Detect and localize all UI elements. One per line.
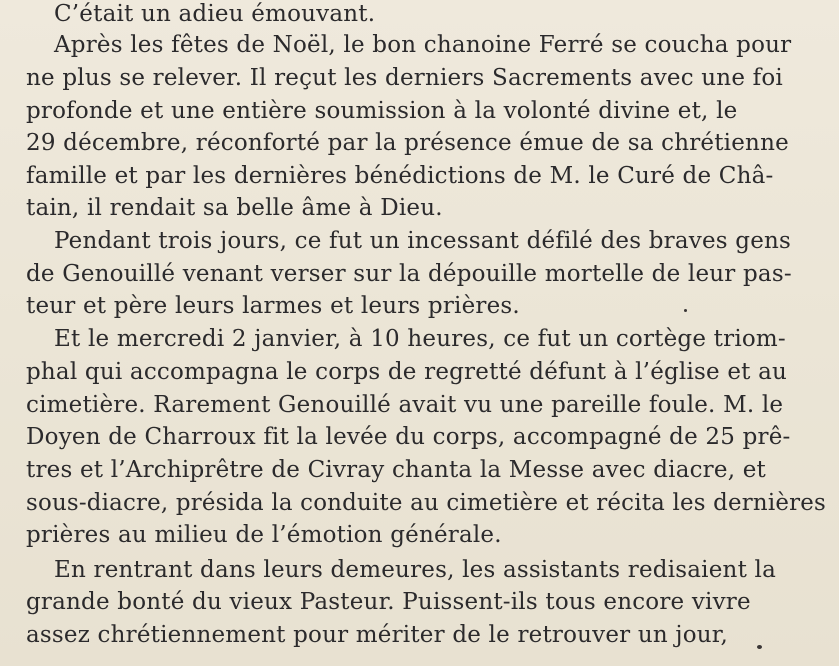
text-line: famille et par les dernières bénédictions de M. le Curé de Châ-	[26, 163, 774, 189]
text-line: tres et l’Archiprêtre de Civray chanta la Messe avec diacre, et	[26, 457, 766, 483]
text-line: prières au milieu de l’émotion générale.	[26, 522, 502, 548]
text-line: teur et père leurs larmes et leurs prières.	[26, 293, 520, 319]
text-line: tain, il rendait sa belle âme à Dieu.	[26, 195, 443, 221]
text-line: de Genouillé venant verser sur la dépouille mortelle de leur pas-	[26, 261, 792, 287]
text-line: phal qui accompagna le corps de regretté défunt à l’église et au	[26, 359, 788, 385]
ink-speck	[757, 645, 762, 649]
text-line: assez chrétiennement pour mériter de le retrouver un jour,	[26, 622, 728, 648]
text-line: cimetière. Rarement Genouillé avait vu une pareille foule. M. le	[26, 392, 784, 418]
text-line: 29 décembre, réconforté par la présence émue de sa chrétienne	[26, 130, 789, 156]
ink-speck	[684, 309, 687, 312]
text-line: Et le mercredi 2 janvier, à 10 heures, ce fut un cortège triom-	[54, 326, 786, 352]
text-line: sous-diacre, présida la conduite au cimetière et récita les dernières	[26, 490, 826, 516]
text-line: C’était un adieu émouvant.	[54, 1, 376, 27]
text-line: Doyen de Charroux fit la levée du corps, accompagné de 25 prê-	[26, 424, 791, 450]
text-line: En rentrant dans leurs demeures, les assistants redisaient la	[54, 557, 776, 583]
text-line: Pendant trois jours, ce fut un incessant défilé des braves gens	[54, 228, 792, 254]
text-line: Après les fêtes de Noël, le bon chanoine Ferré se coucha pour	[54, 32, 792, 58]
text-line: profonde et une entière soumission à la volonté divine et, le	[26, 98, 738, 124]
text-line: grande bonté du vieux Pasteur. Puissent-ils tous encore vivre	[26, 589, 751, 615]
text-line: ne plus se relever. Il reçut les derniers Sacrements avec une foi	[26, 65, 783, 91]
